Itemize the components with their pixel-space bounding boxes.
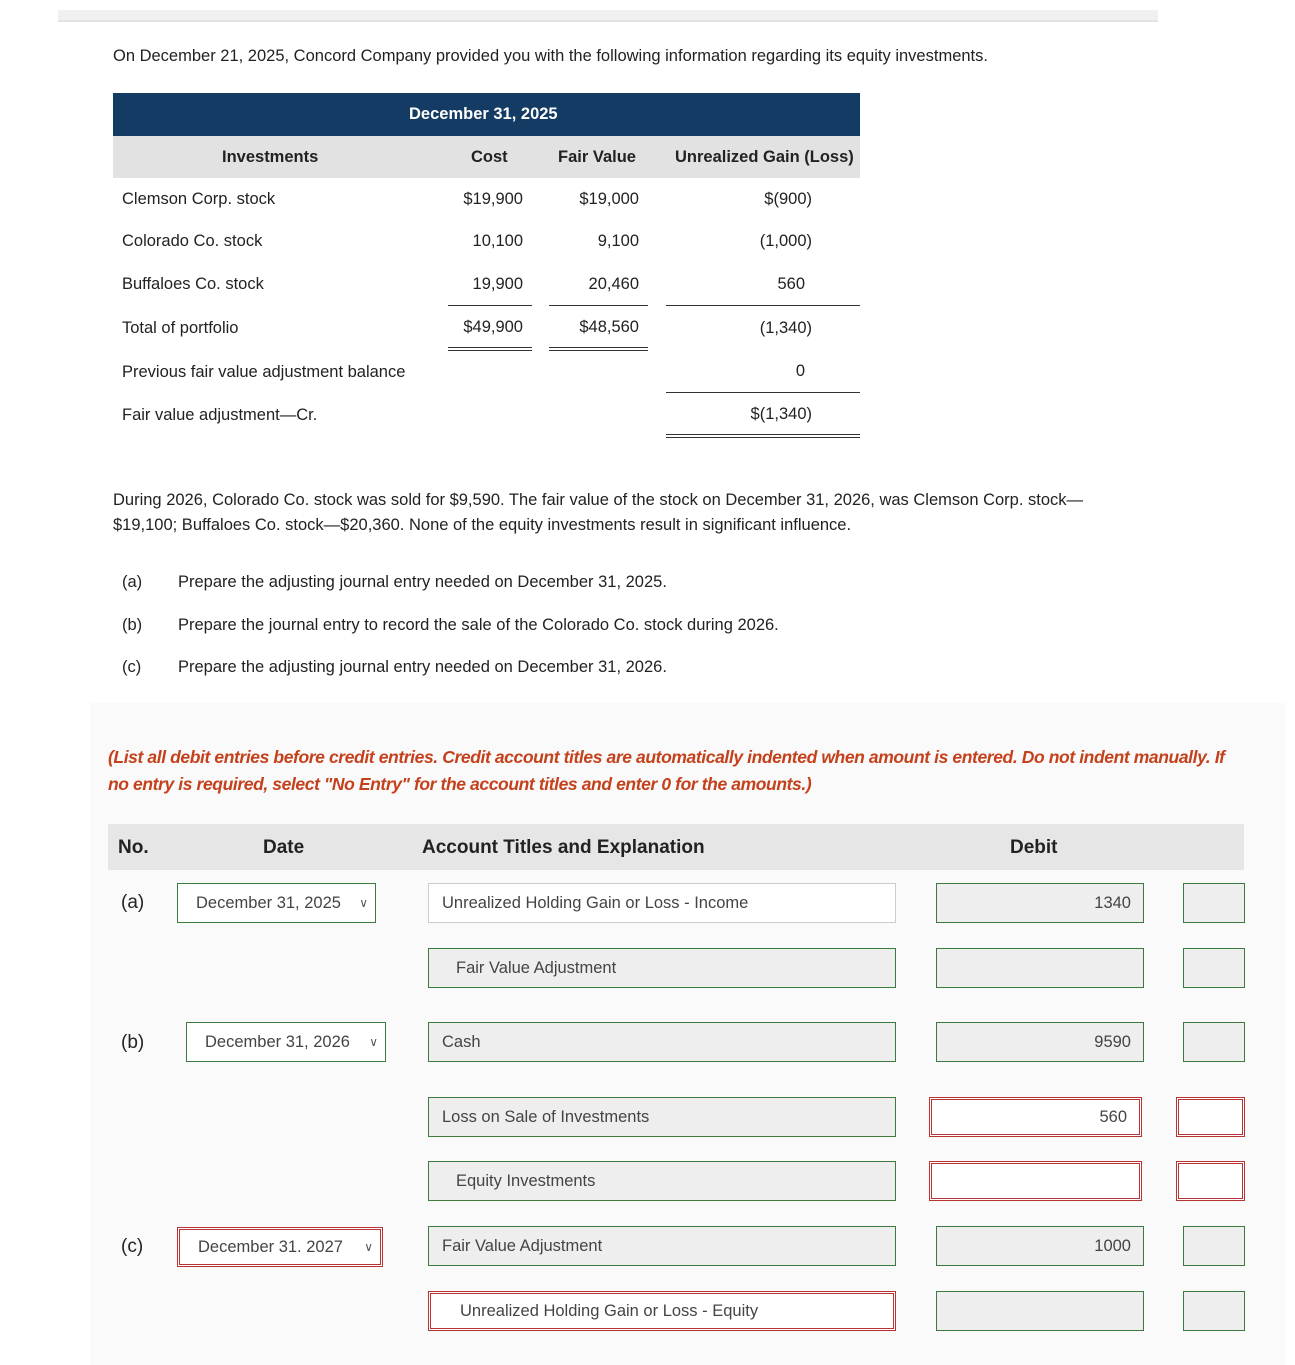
intro-text: On December 21, 2025, Concord Company provided you with the following information regarding its equity investments.	[113, 47, 988, 65]
row-gain: $(1,340)	[750, 405, 812, 423]
col-fair-value: Fair Value	[558, 148, 636, 166]
debit-input[interactable]	[929, 1161, 1142, 1201]
account-input[interactable]: Loss on Sale of Investments	[428, 1097, 896, 1137]
account-input[interactable]: Unrealized Holding Gain or Loss - Income	[428, 883, 896, 923]
row-gain: (1,340)	[759, 319, 812, 337]
row-name: Total of portfolio	[122, 319, 239, 337]
row-gain: $(900)	[764, 190, 812, 208]
credit-input[interactable]	[1183, 1022, 1245, 1062]
header-account: Account Titles and Explanation	[422, 837, 705, 858]
row-name: Previous fair value adjustment balance	[122, 363, 406, 381]
instructions-line-2: no entry is required, select "No Entry" for the account titles and enter 0 for the amounts.)	[108, 774, 812, 794]
entry-label-c: (c)	[121, 1236, 144, 1257]
narrative-line-2: $19,100; Buffaloes Co. stock—$20,360. None of the equity investments result in significant influence.	[113, 516, 852, 534]
date-value: December 31. 2027	[198, 1238, 343, 1256]
credit-input[interactable]	[1183, 883, 1245, 923]
header-no: No.	[118, 837, 149, 858]
account-input[interactable]: Equity Investments	[428, 1161, 896, 1201]
row-cost: 19,900	[472, 275, 523, 293]
underline	[666, 392, 860, 393]
question-text: Prepare the adjusting journal entry needed on December 31, 2025.	[178, 573, 667, 591]
debit-input[interactable]: 1340	[936, 883, 1144, 923]
date-value: December 31, 2025	[196, 894, 341, 912]
entry-label-a: (a)	[121, 892, 145, 913]
row-fair: 9,100	[597, 232, 639, 250]
account-input[interactable]: Fair Value Adjustment	[428, 948, 896, 988]
row-cost: $49,900	[463, 318, 523, 336]
question-label: (c)	[122, 658, 142, 676]
credit-input[interactable]	[1176, 1161, 1245, 1201]
header-date: Date	[263, 837, 305, 858]
account-input[interactable]: Unrealized Holding Gain or Loss - Equity	[428, 1291, 896, 1331]
instructions	[108, 744, 1238, 798]
chevron-down-icon: ∨	[364, 1240, 373, 1254]
row-gain: 0	[795, 362, 805, 380]
underline	[666, 305, 860, 306]
chevron-down-icon: ∨	[359, 896, 368, 910]
double-underline	[448, 350, 532, 351]
table-column-headers	[113, 136, 860, 178]
credit-input[interactable]	[1176, 1097, 1245, 1137]
col-cost: Cost	[471, 148, 508, 166]
date-select-a[interactable]	[177, 883, 376, 923]
header-debit: Debit	[1010, 837, 1058, 858]
period-label: December 31, 2025	[409, 105, 558, 123]
debit-input[interactable]	[936, 948, 1144, 988]
double-underline	[666, 434, 860, 435]
account-input[interactable]: Fair Value Adjustment	[428, 1226, 896, 1266]
journal-header	[108, 824, 1244, 870]
question-label: (a)	[122, 573, 143, 591]
row-name: Buffaloes Co. stock	[122, 275, 264, 293]
double-underline	[549, 347, 648, 348]
col-unrealized: Unrealized Gain (Loss)	[675, 148, 854, 166]
row-cost: $19,900	[463, 190, 523, 208]
underline	[448, 305, 532, 306]
instructions-line-1: (List all debit entries before credit entries. Credit account titles are automatically indented when amount is entered. Do not indent manually. If	[108, 747, 1225, 767]
date-select-b[interactable]	[186, 1022, 386, 1062]
date-value: December 31, 2026	[205, 1033, 350, 1051]
account-input[interactable]: Cash	[428, 1022, 896, 1062]
question-text: Prepare the adjusting journal entry needed on December 31, 2026.	[178, 658, 667, 676]
row-gain: 560	[777, 275, 805, 293]
double-underline	[549, 350, 648, 351]
narrative-line-1: During 2026, Colorado Co. stock was sold for $9,590. The fair value of the stock on December 31, 2026, was Clemson Corp. stock—	[113, 491, 1084, 509]
row-gain: (1,000)	[759, 232, 812, 250]
row-name: Fair value adjustment—Cr.	[122, 406, 318, 424]
double-underline	[448, 347, 532, 348]
debit-input[interactable]: 9590	[936, 1022, 1144, 1062]
credit-input[interactable]	[1183, 1226, 1245, 1266]
chevron-down-icon: ∨	[369, 1035, 378, 1049]
debit-input[interactable]: 560	[929, 1097, 1142, 1137]
row-fair: 20,460	[588, 275, 639, 293]
date-select-c[interactable]	[177, 1227, 383, 1267]
question-label: (b)	[122, 616, 143, 634]
credit-input[interactable]	[1183, 948, 1245, 988]
row-cost: 10,100	[472, 232, 523, 250]
table-period-header	[113, 93, 860, 136]
credit-input[interactable]	[1183, 1291, 1245, 1331]
top-divider	[58, 10, 1158, 22]
debit-input[interactable]	[936, 1291, 1144, 1331]
col-investments: Investments	[222, 148, 319, 166]
row-name: Colorado Co. stock	[122, 232, 263, 250]
debit-input[interactable]: 1000	[936, 1226, 1144, 1266]
row-fair: $48,560	[579, 318, 639, 336]
double-underline	[666, 437, 860, 438]
entry-label-b: (b)	[121, 1032, 145, 1053]
row-fair: $19,000	[579, 190, 639, 208]
row-name: Clemson Corp. stock	[122, 190, 276, 208]
question-text: Prepare the journal entry to record the sale of the Colorado Co. stock during 2026.	[178, 616, 779, 634]
underline	[549, 305, 648, 306]
